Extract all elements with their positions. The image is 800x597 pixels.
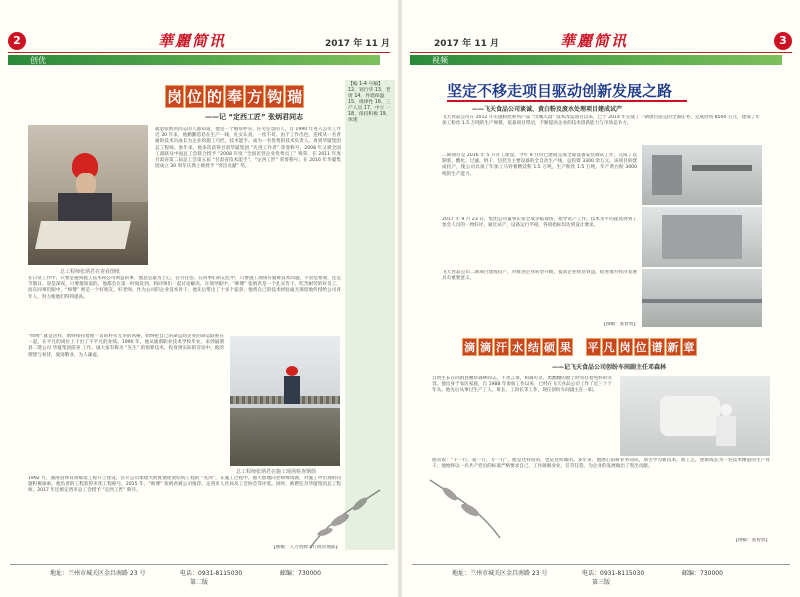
article-author: 【撰稿：人力资源与行政管理部】	[271, 545, 340, 550]
photo-factory-line	[642, 145, 762, 205]
photo-factory-machines	[642, 207, 762, 267]
headline-char: 水	[510, 338, 525, 356]
footer-address: 地址：兰州市城关区金昌南路 23 号	[452, 570, 548, 577]
headline-char: 的	[205, 85, 224, 108]
headline-char: 谱	[650, 338, 665, 356]
page-two	[0, 0, 398, 597]
page-three	[402, 0, 800, 597]
title-underline	[447, 100, 687, 102]
section-bar	[410, 55, 782, 65]
footer-postcode: 邮编：730000	[280, 570, 321, 577]
headline-char: 奉	[225, 85, 244, 108]
footer-phone: 电话：0931-8115030	[180, 570, 243, 577]
article-paragraph: 1992 月，通渭县体育训练馆工程开工建设，宫开公司承建大跨度钢屋架结构工程的 “先河”。在施工过程中，他大胆地向老师傅请教，对施工中出现的问题积极探索。他负责的工程获得市优工程称号。2015 年，“师傅” 张炳君被公司推荐，定西市人社局及工会协会等评选。同时，被聘任为华厦集团总工程师，2017 年还被定西市总工会授予 “定西工匠” 称号。	[28, 476, 341, 494]
photo-construction-site	[230, 336, 340, 466]
headline-char: 滴	[478, 338, 493, 356]
issue-date: 2017 年 11 月	[325, 39, 390, 49]
headline-char: 果	[558, 338, 573, 356]
headline-char: 章	[682, 338, 697, 356]
article-paragraph: 飞天食品公司在 2012 年实施粉丝系列产品 “出城入园” 技术改造项目以来，已于 2014 年完成了一期项目前完的全部任务，完成投资 8500 万元，建成了年加工粉丝 1.5 万吨的生产规模。依靠项目带动，不断提高企业的技术创新能力与市场竞争力。	[442, 115, 760, 127]
masthead-right	[410, 30, 792, 53]
headline-char: 岗	[618, 338, 633, 356]
masthead-left	[8, 30, 390, 53]
article-paragraph: 他常说：“干一行，爱一行，专一行”，他是这样说的，也是这样做的。多年来，他潜心钻研业务知识，刻苦学习新技术、新工艺，逐渐成长为一名技术精湛的生产骨干。他始终以一名共产党员的标准严格要求自己，工作兢兢业业，任劳任怨，为企业的发展做出了突出贡献。	[432, 458, 770, 470]
article-author: 【撰稿：张智勇】	[733, 538, 770, 543]
article-paragraph: 在日常工作中，只要是遇到施工技术和公司利益的事，他总是最为上心，任劳任怨。在同事们的记忆中，只要施工现场有疑难技术问题，不管是寒暑，还是节假日，说是深夜，只要他知道的，他都会在第一时间赶到，和同事们一起讨论解决。在领导眼中，“师傅” 张炳君是一个扎实肯干、吃苦耐劳的好员工，而在同事们眼中，“师傅” 则是一个好朋友，好老师。作为公司的企业技术骨干，他先后带出了十多个徒弟，他将自己的技术经验毫无保留地传授给公司青年人，努力使他们得到提高。	[28, 276, 341, 300]
decorative-plant-icon	[420, 470, 510, 540]
headline-char: 新	[666, 338, 681, 356]
headline-char: 滴	[462, 338, 477, 356]
page-footer	[412, 564, 790, 585]
headline-char: 钩	[265, 85, 284, 108]
photo-caption: 总工程师张炳君在施工现场检查钢筋	[236, 469, 317, 475]
footer-page-label: 第三版	[591, 579, 610, 586]
feature-headline	[462, 338, 698, 356]
section-bar	[8, 55, 380, 65]
footer-postcode: 邮编：730000	[682, 570, 723, 577]
photo-caption: 总工程师张炳君在查看图纸	[60, 269, 121, 275]
article-byline: ——记飞天食品公司创纷车间副主任邓森林	[552, 364, 667, 371]
headline-char: 汗	[494, 338, 509, 356]
page-footer	[10, 564, 388, 585]
article-paragraph: “师傅” 就是这样，始终保持着他一贯的朴实无华的风格，始终把自己的命运同企业的命运联系在一起，在平凡的岗位上干出了不平凡的业绩。1990 年，他从通渭职业技术学校毕业，来到通渭县二建公司 华厦集团前身 工作。诚大家有称为 “先生” 的预算技术，投身到实际的劳动中。他的理想与看待，爱岗敬业，为人谦虚。	[28, 334, 224, 358]
section-tag: 视频	[432, 56, 448, 65]
sidebar-text: 【编 1-4 号稿】 12、划行华 13、老唐 14、外墙保温 15、规律性 16、三产人员 17、中立 一 18、保持积极 19、体建	[348, 82, 391, 123]
headline-char: 位	[634, 338, 649, 356]
article-paragraph: 二期项目是 2016 年 5 月开工建设，今年 9 月份已建成完成全部设备安装调试工作，完成了以制浆、酸化、过滤、烘干、包装为主要设备的全自动生产线，总投资 3300 余万元。该项目的建成投产，使公司具备了年加工马铃薯精淀粉 1.5 万吨，生产粉丝 1.5 万吨，年产黄白粉 3000 吨的生产能力。	[442, 153, 637, 177]
article-byline: ——飞天食品公司谈诚、黄白粉及废水处理项目建成试产	[472, 106, 623, 113]
newsletter-logo: 華麗简讯	[560, 32, 629, 50]
article-author: 【撰稿：张智勇】	[601, 322, 638, 327]
headline-char: 方	[245, 85, 264, 108]
photo-worker-factory	[620, 376, 770, 456]
photo-factory-hall	[642, 269, 762, 327]
article-paragraph: 自幼生长在同渭县腰岸森林同志，不善言谈，和蔼可亲，黑黝黝的脸上时常挂着纯朴的笑容。他出身于农民家庭，自 1988 年参加工作以来，已经在飞天食品公司工作了近三十个年头。他先后从事过生产工人、班长、工段长等工作，现任创纷车间副主任一职。	[432, 376, 612, 394]
footer-phone: 电话：0931-8115030	[582, 570, 645, 577]
feature-byline: ——记 “定西工匠” 张炳君同志	[205, 113, 304, 121]
footer-address: 地址：兰州市城关区金昌南路 23 号	[50, 570, 146, 577]
footer-page-label: 第二版	[189, 579, 208, 586]
newsletter-logo: 華麗简讯	[158, 32, 227, 50]
page-number-badge: 2	[8, 32, 26, 50]
issue-date: 2017 年 11 月	[434, 39, 499, 49]
section-tag: 创优	[30, 56, 46, 65]
headline-char: 结	[526, 338, 541, 356]
headline-char: 岗	[165, 85, 184, 108]
page-number-badge: 3	[774, 32, 792, 50]
article-paragraph: 就思张炳君同志的人都知道，他是一个憨厚朴实、任劳任怨的人，自 1990 年进入公司工作近 30 年来，他勤勤恳恳在生产一线，扎实认真，一丝不苟。由于工作出色，连续从一名普通的技术员成长为企业的施工巧匠，技术能手。成为一名优秀的技术负责人。再到华厦集团总工程师。参年来，他多次获得甘肃华厦集团 “先进工作者” 荣誉称号，2008 年又被全国工商联及中国总工会联合授予 “2008 年度 “全国民营企业优秀员工” 殊荣，在 2011 年度甘肃省第二届总工会第五届 “甘肃省技术能手”，“定西工匠” 荣誉称号；在 2016 年华厦集团成立 30 周年庆典上被授予 “突出贡献” 奖。	[155, 127, 341, 170]
headline-char: 硕	[542, 338, 557, 356]
headline-char: 凡	[602, 338, 617, 356]
article-paragraph: 飞天食品公司二期项目建成投产，对推进企业转型升级，提高企业经济效益，促进地方经济发展具有重要意义。	[442, 270, 637, 282]
headline-char: 瑞	[285, 85, 304, 108]
headline-char: 位	[185, 85, 204, 108]
article-title: 坚定不移走项目驱动创新发展之路	[447, 82, 673, 100]
feature-headline	[165, 85, 305, 108]
photo-engineer-reading	[28, 125, 148, 265]
article-paragraph: 2017 年 9 月 23 日，集团公司董事长张全成亲临现场，指导试产工作。技术水平的提高得到了参会人员的一致好评。通过试产，设备运行平稳，各项指标均达到设计要求。	[442, 217, 637, 229]
headline-char: 平	[586, 338, 601, 356]
decorative-plant-icon	[300, 480, 390, 550]
